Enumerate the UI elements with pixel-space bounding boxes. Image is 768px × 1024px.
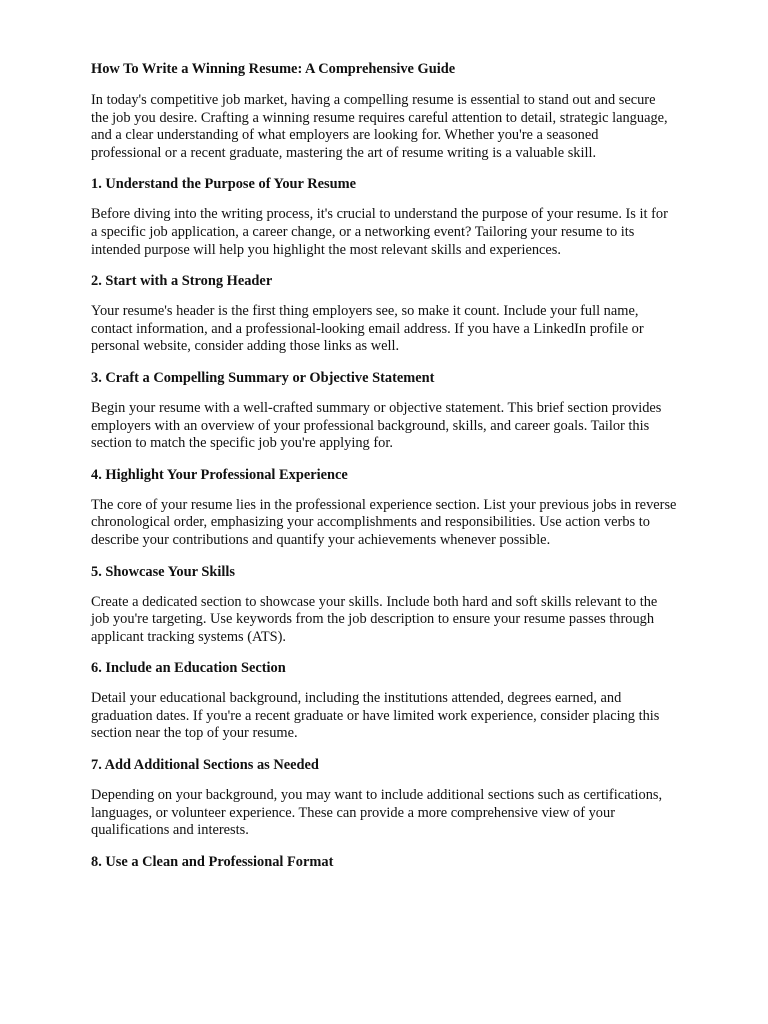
body-line: languages, or volunteer experience. These can provide a more comprehensive view of your xyxy=(91,804,615,821)
intro-paragraph xyxy=(91,92,727,162)
intro-line: and a clear understanding of what employers are looking for. Whether you're a seasoned xyxy=(91,127,599,144)
body-line: chronological order, emphasizing your accomplishments and responsibilities. Use action verbs to xyxy=(91,514,650,531)
body-line: describe your contributions and quantify your achievements whenever possible. xyxy=(91,531,551,548)
section-heading-summary: 3. Craft a Compelling Summary or Objective Statement xyxy=(91,369,435,386)
intro-line: In today's competitive job market, having a compelling resume is essential to stand out and secure xyxy=(91,92,656,108)
body-line: section to match the specific job you're applying for. xyxy=(91,435,393,452)
body-line: Before diving into the writing process, it's crucial to understand the purpose of your resume. Is it for xyxy=(91,206,668,223)
body-line: graduation dates. If you're a recent graduate or have limited work experience, consider placing this xyxy=(91,707,660,724)
body-line: employers with an overview of your professional background, skills, and career goals. Tailor this xyxy=(91,417,650,434)
body-line: Detail your educational background, including the institutions attended, degrees earned, and xyxy=(91,690,622,707)
body-line: Create a dedicated section to showcase your skills. Include both hard and soft skills relevant to the xyxy=(91,593,658,610)
section-body-purpose xyxy=(91,206,727,259)
body-line: contact information, and a professional-looking email address. If you have a LinkedIn profile or xyxy=(91,320,644,337)
body-line: personal website, consider adding those links as well. xyxy=(91,338,400,355)
section-body-experience xyxy=(91,497,727,550)
section-body-summary xyxy=(91,400,727,453)
body-line: a specific job application, a career change, or a networking event? Tailoring your resume to its xyxy=(91,223,635,240)
section-heading-header: 2. Start with a Strong Header xyxy=(91,273,273,290)
section-heading-education: 6. Include an Education Section xyxy=(91,660,286,677)
body-line: Depending on your background, you may want to include additional sections such as certifications, xyxy=(91,787,663,804)
document-title: How To Write a Winning Resume: A Comprehensive Guide xyxy=(91,61,456,77)
body-line: section near the top of your resume. xyxy=(91,725,298,742)
body-line: job you're targeting. Use keywords from the job description to ensure your resume passes through xyxy=(91,611,655,628)
section-heading-skills: 5. Showcase Your Skills xyxy=(91,563,235,580)
section-body-education xyxy=(91,690,727,743)
body-line: Your resume's header is the first thing employers see, so make it count. Include your full name, xyxy=(91,303,639,320)
section-heading-additional: 7. Add Additional Sections as Needed xyxy=(91,757,319,774)
body-line: qualifications and interests. xyxy=(91,822,249,839)
body-line: intended purpose will help you highlight the most relevant skills and experiences. xyxy=(91,241,561,258)
section-body-skills xyxy=(91,594,727,647)
body-line: Begin your resume with a well-crafted summary or objective statement. This brief section provides xyxy=(91,399,662,416)
document-page xyxy=(91,60,727,884)
section-body-header xyxy=(91,303,727,356)
section-heading-experience: 4. Highlight Your Professional Experience xyxy=(91,466,348,483)
section-heading-purpose: 1. Understand the Purpose of Your Resume xyxy=(91,176,357,193)
body-line: applicant tracking systems (ATS). xyxy=(91,628,287,645)
body-line: The core of your resume lies in the professional experience section. List your previous jobs in reverse xyxy=(91,496,677,513)
intro-line: professional or a recent graduate, mastering the art of resume writing is a valuable skill. xyxy=(91,144,597,161)
section-body-additional xyxy=(91,787,727,840)
intro-line: the job you desire. Crafting a winning resume requires careful attention to detail, strategic language, xyxy=(91,109,668,126)
section-heading-format: 8. Use a Clean and Professional Format xyxy=(91,853,334,870)
